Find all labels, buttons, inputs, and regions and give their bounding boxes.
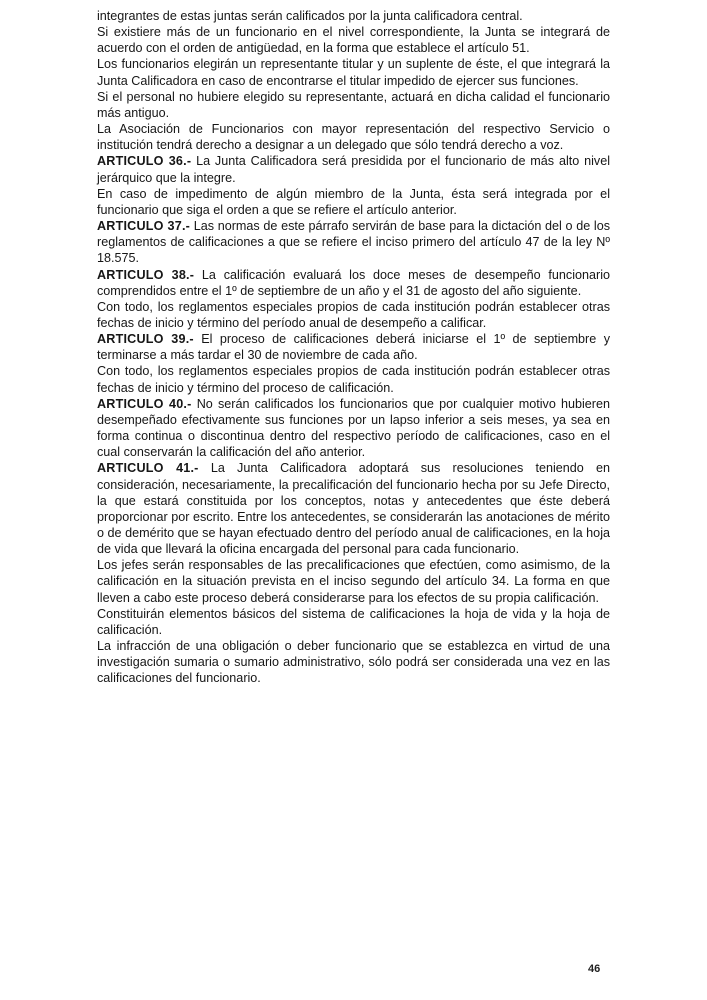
paragraph: [97, 186, 610, 218]
paragraph-text: Constituirán elementos básicos del sistema de calificaciones la hoja de vida y la hoja de calificación.: [97, 606, 610, 637]
paragraph-text: integrantes de estas juntas serán calificados por la junta calificadora central.: [97, 9, 523, 23]
paragraph-text: Si existiere más de un funcionario en el nivel correspondiente, la Junta se integrará de acuerdo con el orden de antigüedad, en la forma que establece el artículo 51.: [97, 25, 610, 56]
paragraph-text: En caso de impedimento de algún miembro de la Junta, ésta será integrada por el funcionario que siga el orden a que se refiere el artículo anterior.: [97, 186, 610, 217]
paragraph: [97, 56, 610, 88]
paragraph: [97, 299, 610, 331]
article-39: [97, 331, 610, 363]
paragraph-text: Con todo, los reglamentos especiales propios de cada institución podrán establecer otras fechas de inicio y término del período anual de desempeño a calificar.: [97, 299, 610, 330]
paragraph: [97, 89, 610, 121]
paragraph-text: Los funcionarios elegirán un representante titular y un suplente de éste, el que integrará la Junta Calificadora en caso de encontrarse el titular impedido de ejercer sus funciones.: [97, 57, 610, 88]
paragraph: [97, 638, 610, 686]
page-number: 46: [588, 963, 601, 975]
article-41: [97, 460, 610, 557]
paragraph-text: La Junta Calificadora adoptará sus resoluciones teniendo en consideración, necesariamente, la precalificación del funcionario hecha por su Jefe Directo, la que estará constituida por los conceptos, notas y antecedentes que éste deberá proporcionar por escrito. Entre los antecedentes, se considerarán las anotaciones de mérito o de demérito que se hayan efectuado dentro del período anual de calificaciones, en la hoja de vida que llevará la oficina encargada del personal para cada funcionario.: [97, 461, 611, 557]
article-heading: ARTICULO 37.-: [97, 219, 191, 234]
paragraph: [97, 363, 610, 395]
paragraph-text: La calificación evaluará los doce meses de desempeño funcionario comprendidos entre el 1º de septiembre de un año y el 31 de agosto del año siguiente.: [97, 267, 610, 298]
paragraph-text: Las normas de este párrafo servirán de base para la dictación del o de los reglamentos de calificaciones a que se refiere el inciso primero del artículo 47 de la ley Nº 18.575.: [97, 219, 610, 266]
paragraph: [97, 557, 610, 605]
paragraph-text: La Asociación de Funcionarios con mayor representación del respectivo Servicio o institución tendrá derecho a designar a un delegado que sólo tendrá derecho a voz.: [97, 122, 610, 153]
paragraph-text: Los jefes serán responsables de las precalificaciones que efectúen, como asimismo, de la calificación en la situación prevista en el inciso segundo del artículo 34. La forma en que lleven a cabo este proceso deberá considerarse para los efectos de su propia calificación.: [97, 558, 610, 605]
paragraph-text: No serán calificados los funcionarios que por cualquier motivo hubieren desempeñado efectivamente sus funciones por un lapso inferior a seis meses, ya sea en forma continua o discontinua dentro del respectivo período de calificaciones, caso en el cual conservarán la calificación del año anterior.: [97, 396, 611, 460]
article-36: [97, 153, 610, 185]
article-38: [97, 267, 610, 299]
paragraph: [97, 8, 610, 24]
paragraph-text: El proceso de calificaciones deberá iniciarse el 1º de septiembre y terminarse a más tardar el 30 de noviembre de cada año.: [97, 332, 610, 363]
article-40: [97, 396, 610, 461]
article-37: [97, 218, 610, 266]
article-heading: ARTICULO 38.-: [97, 267, 195, 282]
paragraph-text: Con todo, los reglamentos especiales propios de cada institución podrán establecer otras fechas de inicio y término del proceso de calificación.: [97, 364, 610, 395]
paragraph-text: Si el personal no hubiere elegido su representante, actuará en dicha calidad el funcionario más antiguo.: [97, 89, 610, 120]
article-heading: ARTICULO 40.-: [97, 396, 192, 411]
article-heading: ARTICULO 36.-: [97, 154, 192, 169]
paragraph-text: La infracción de una obligación o deber funcionario que se establezca en virtud de una investigación sumaria o sumario administrativo, sólo podrá ser considerada una vez en las calificaciones del funcionario.: [97, 639, 610, 686]
article-heading: ARTICULO 39.-: [97, 332, 194, 347]
paragraph: [97, 606, 610, 638]
paragraph: [97, 24, 610, 56]
paragraph: [97, 121, 610, 153]
document-body: [97, 8, 610, 687]
paragraph-text: La Junta Calificadora será presidida por el funcionario de más alto nivel jerárquico que la integre.: [97, 154, 611, 185]
article-heading: ARTICULO 41.-: [97, 461, 199, 476]
